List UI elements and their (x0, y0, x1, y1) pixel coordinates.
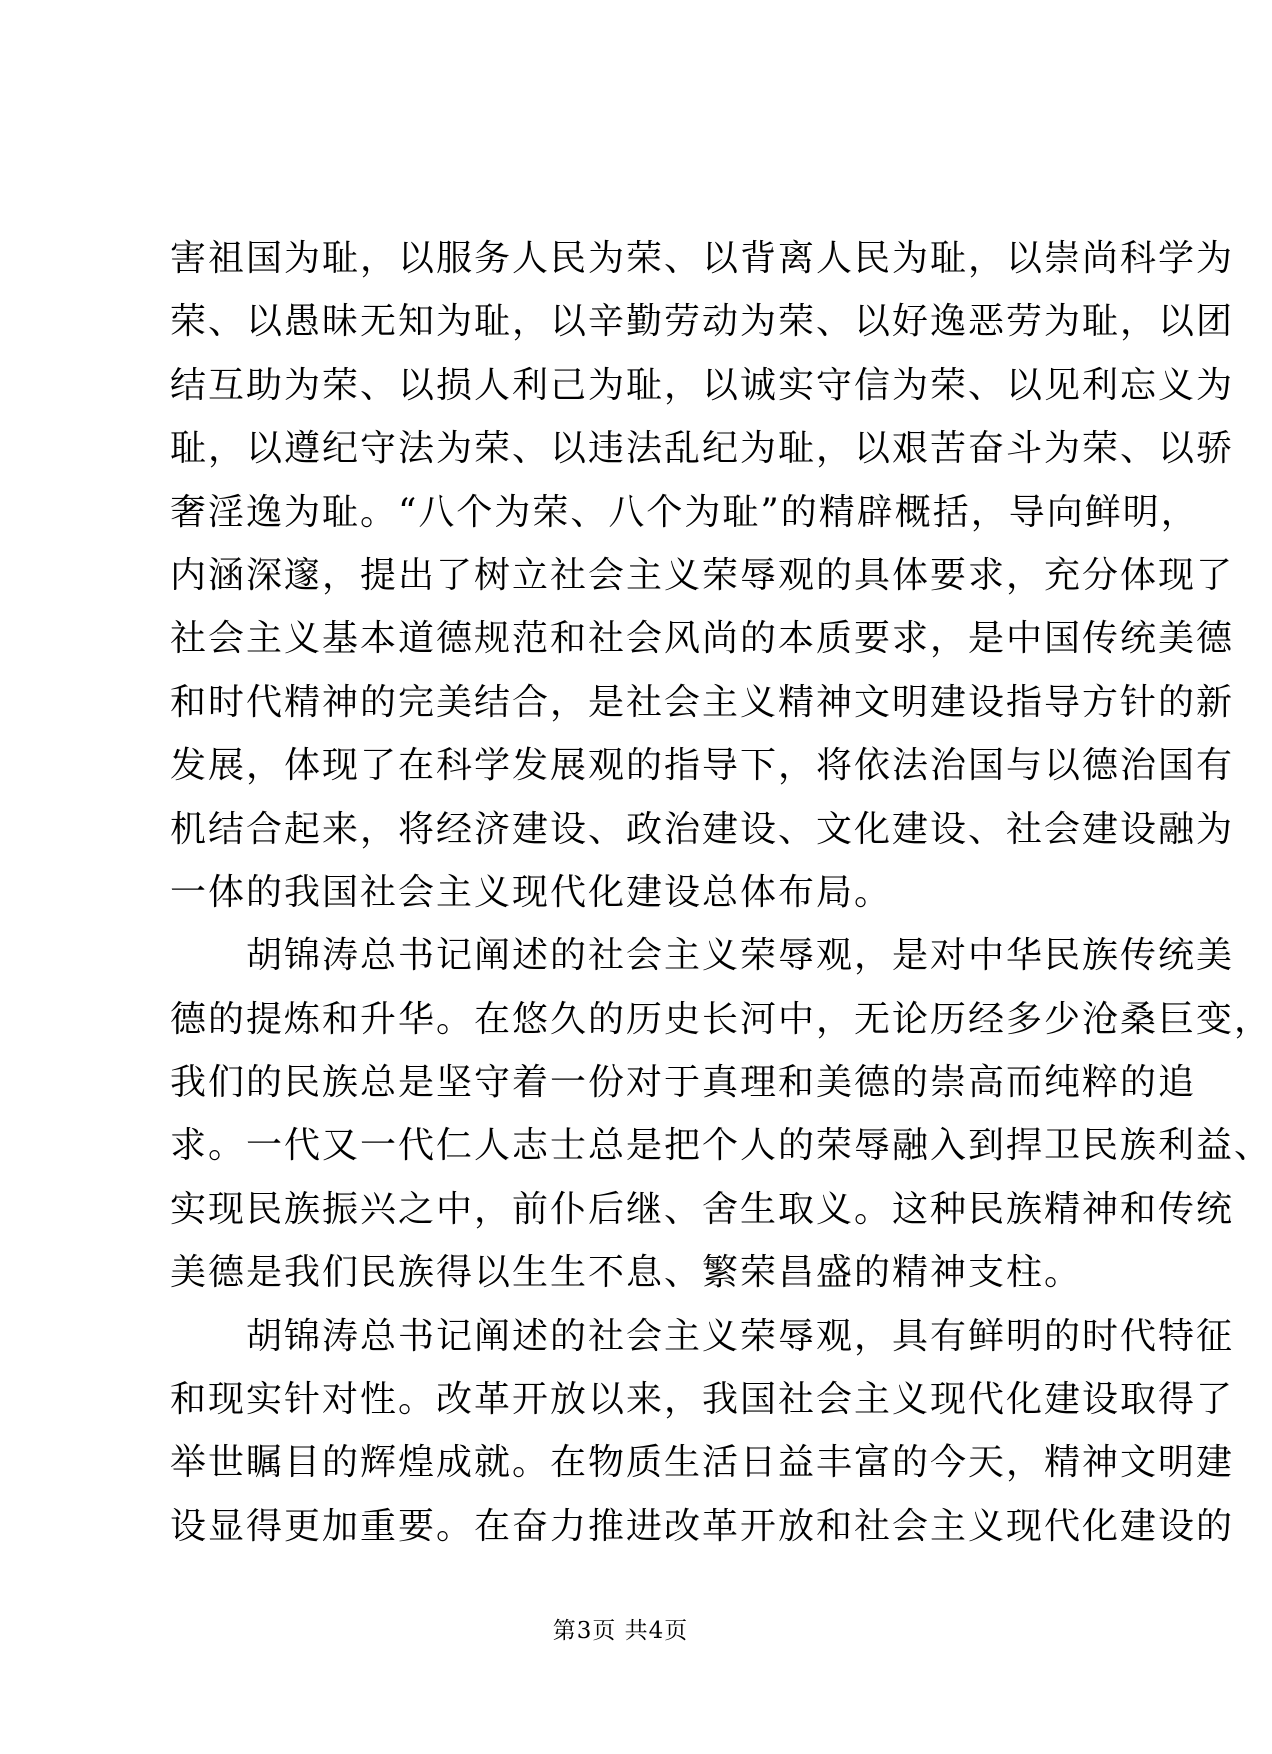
text-line: 机结合起来，将经济建设、政治建设、文化建设、社会建设融为 (170, 808, 1235, 850)
text-line: 求。一代又一代仁人志士总是把个人的荣辱融入到捍卫民族利益、 (170, 1125, 1272, 1167)
text-line: 发展，体现了在科学发展观的指导下，将依法治国与以德治国有 (170, 745, 1235, 787)
text-line: 社会主义基本道德规范和社会风尚的本质要求，是中国传统美德 (170, 618, 1235, 660)
text-line: 害祖国为耻，以服务人民为荣、以背离人民为耻，以崇尚科学为 (170, 238, 1235, 279)
text-line: 和现实针对性。改革开放以来，我国社会主义现代化建设取得了 (170, 1379, 1235, 1421)
text-line: 实现民族振兴之中，前仆后继、舍生取义。这种民族精神和传统 (170, 1188, 1235, 1230)
text-line: 内涵深邃，提出了树立社会主义荣辱观的具体要求，充分体现了 (170, 554, 1235, 596)
text-line: 德的提炼和升华。在悠久的历史长河中，无论历经多少沧桑巨变， (170, 998, 1272, 1040)
text-line: 荣、以愚昧无知为耻，以辛勤劳动为荣、以好逸恶劳为耻，以团 (170, 301, 1235, 343)
text-line: 耻，以遵纪守法为荣、以违法乱纪为耻，以艰苦奋斗为荣、以骄 (170, 428, 1235, 470)
text-line: 奢淫逸为耻。“八个为荣、八个为耻”的精辟概括，导向鲜明， (170, 491, 1199, 533)
text-line: 结互助为荣、以损人利己为耻，以诚实守信为荣、以见利忘义为 (170, 364, 1235, 406)
text-line: 一体的我国社会主义现代化建设总体布局。 (170, 871, 893, 913)
text-line: 胡锦涛总书记阐述的社会主义荣辱观，具有鲜明的时代特征 (170, 1315, 1235, 1357)
text-line: 设显得更加重要。在奋力推进改革开放和社会主义现代化建设的 (170, 1505, 1235, 1547)
text-line: 我们的民族总是坚守着一份对于真理和美德的崇高而纯粹的追 (170, 1062, 1197, 1104)
text-line: 美德是我们民族得以生生不息、繁荣昌盛的精神支柱。 (170, 1252, 1083, 1294)
document-body (170, 227, 1272, 1558)
text-line: 和时代精神的完美结合，是社会主义精神文明建设指导方针的新 (170, 681, 1235, 723)
page-footer: 第3页 共4页 (552, 1618, 689, 1644)
text-line: 胡锦涛总书记阐述的社会主义荣辱观，是对中华民族传统美 (170, 935, 1235, 977)
text-line: 举世瞩目的辉煌成就。在物质生活日益丰富的今天，精神文明建 (170, 1442, 1235, 1484)
